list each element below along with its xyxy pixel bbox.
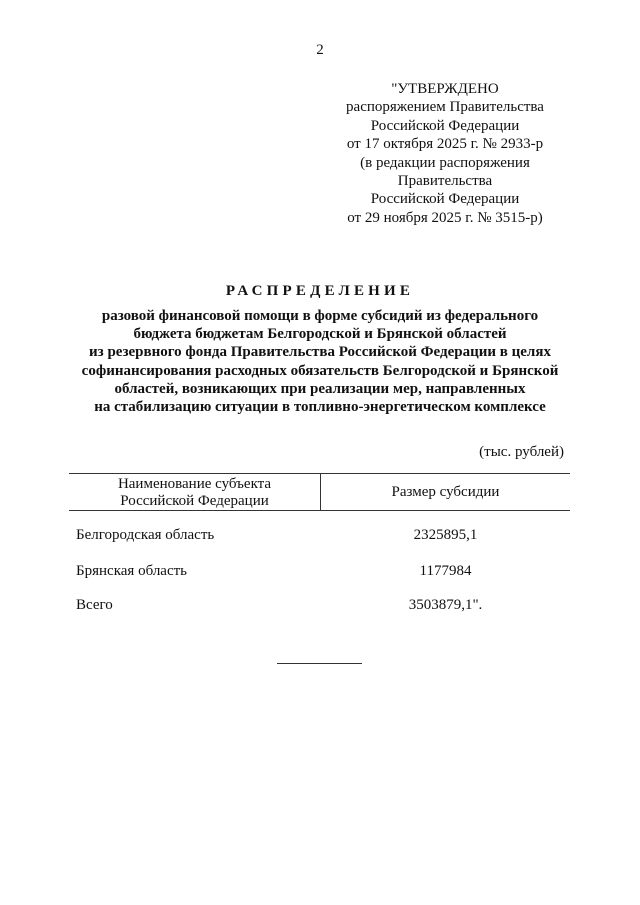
amount-cell: 3503879,1". [408, 597, 483, 613]
approval-line: от 17 октября 2025 г. № 2933-р [346, 136, 544, 153]
region-cell: Белгородская область [76, 527, 215, 543]
table-row-total [69, 597, 570, 617]
header-region-name-line: Российской Федерации [120, 492, 269, 509]
subtitle-line: бюджета бюджетам Белгородской и Брянской областей [133, 326, 507, 343]
amount-cell: 2325895,1 [413, 527, 478, 543]
subtitle-line: разовой финансовой помощи в форме субсидий из федерального [101, 308, 539, 324]
approval-line: Российской Федерации [370, 191, 520, 208]
document-end-line [277, 663, 362, 664]
region-cell: Брянская область [76, 563, 188, 579]
approval-line: Правительства [397, 173, 493, 190]
approval-line: Российской Федерации [370, 117, 520, 134]
approval-block [335, 80, 555, 227]
approval-line: (в редакции распоряжения [360, 154, 530, 171]
page-number: 2 [316, 42, 324, 58]
approval-line: "УТВЕРЖДЕНО [391, 81, 499, 97]
document-subtitle [60, 307, 580, 416]
header-subsidy-amount: Размер субсидии [391, 484, 500, 500]
subtitle-line: на стабилизацию ситуации в топливно-энергетическом комплексе [94, 399, 546, 416]
table-row [69, 563, 570, 583]
subtitle-line: из резервного фонда Правительства Российской Федерации в целях [89, 344, 551, 361]
amount-cell: 1177984 [419, 563, 472, 579]
table-header [69, 473, 570, 511]
approval-line: распоряжением Правительства [346, 99, 544, 116]
approval-line: от 29 ноября 2025 г. № 3515-р) [347, 209, 543, 226]
region-cell: Всего [76, 597, 113, 613]
subtitle-line: софинансирования расходных обязательств Белгородской и Брянской [81, 362, 559, 379]
header-region-name-line: Наименование субъекта [117, 476, 272, 492]
units-label: (тыс. рублей) [479, 444, 564, 460]
table-row [69, 527, 570, 547]
header-region-name [69, 476, 320, 509]
document-title: РАСПРЕДЕЛЕНИЕ [225, 283, 415, 299]
subtitle-line: областей, возникающих при реализации мер, направленных [114, 380, 526, 397]
